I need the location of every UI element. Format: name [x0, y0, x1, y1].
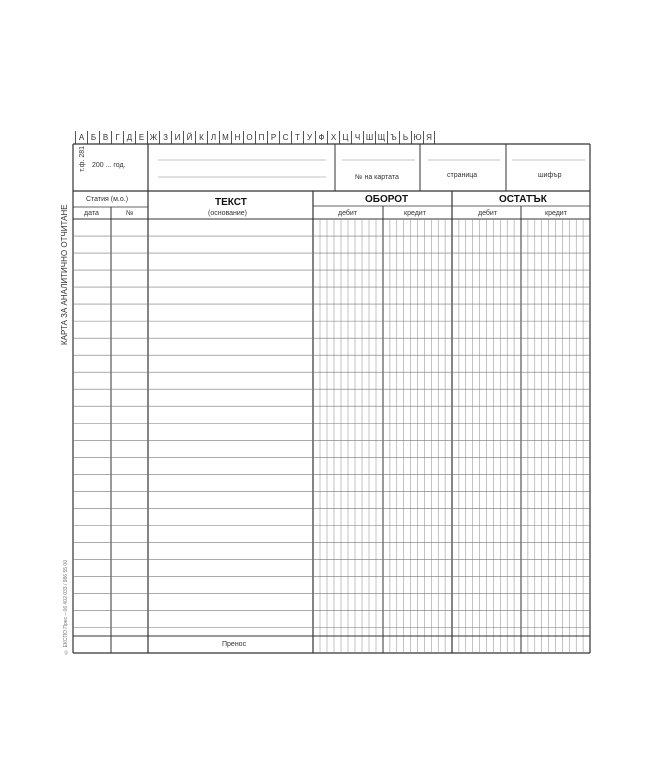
- page-label: страница: [447, 172, 478, 179]
- turnover-debit-label: дебит: [338, 210, 358, 217]
- alphabet-letter: С: [279, 131, 291, 144]
- carry-forward-label: Пренос: [222, 641, 247, 648]
- statement-label: Статия (м.о.): [86, 196, 129, 203]
- alphabet-letter: Ф: [315, 131, 327, 144]
- number-label: №: [126, 210, 134, 217]
- alphabet-letter: О: [243, 131, 255, 144]
- alphabet-letter: Х: [327, 131, 339, 144]
- card-number-label: № на картата: [355, 174, 399, 181]
- alphabet-letter: В: [99, 131, 111, 144]
- printer-credit: © ЕКСПО Прес – 06 402 033 / 986 55 00: [63, 560, 69, 655]
- year-label: 200 ... год.: [92, 162, 126, 169]
- alphabet-letter: Я: [423, 131, 435, 144]
- alphabet-letter: Г: [111, 131, 123, 144]
- alphabet-letter: Ч: [351, 131, 363, 144]
- alphabet-letter: Ю: [411, 131, 423, 144]
- alphabet-letter: Й: [183, 131, 195, 144]
- alphabet-letter: Ш: [363, 131, 375, 144]
- alphabet-letter: М: [219, 131, 231, 144]
- alphabet-letter: Ь: [399, 131, 411, 144]
- alphabet-letter: Ц: [339, 131, 351, 144]
- card-title: КАРТА ЗА АНАЛИТИЧНО ОТЧИТАНЕ: [60, 204, 69, 345]
- alphabet-letter: Д: [123, 131, 135, 144]
- alphabet-letter: Л: [207, 131, 219, 144]
- turnover-header: ОБОРОТ: [365, 194, 409, 205]
- alphabet-letter: З: [159, 131, 171, 144]
- alphabet-letter: Н: [231, 131, 243, 144]
- alphabet-letter: К: [195, 131, 207, 144]
- alphabet-letter: Е: [135, 131, 147, 144]
- balance-credit-label: кредит: [545, 210, 567, 217]
- alphabet-letter: Т: [291, 131, 303, 144]
- cipher-label: шифър: [538, 172, 562, 179]
- alphabet-letter: И: [171, 131, 183, 144]
- alphabet-letter: А: [75, 131, 87, 144]
- balance-header: ОСТАТЪК: [499, 194, 547, 205]
- alphabet-letter: Б: [87, 131, 99, 144]
- turnover-credit-label: кредит: [404, 210, 426, 217]
- alphabet-letter: Ж: [147, 131, 159, 144]
- text-subheader: (основание): [208, 210, 248, 217]
- alphabet-letter: Щ: [375, 131, 387, 144]
- alphabet-letter: У: [303, 131, 315, 144]
- text-header: ТЕКСТ: [215, 197, 247, 208]
- form-code: т.ф. 281: [79, 146, 86, 172]
- alphabet-letter: Р: [267, 131, 279, 144]
- date-label: дата: [84, 210, 99, 217]
- alphabet-letter: П: [255, 131, 267, 144]
- balance-debit-label: дебит: [478, 210, 498, 217]
- alphabet-letter: Ъ: [387, 131, 399, 144]
